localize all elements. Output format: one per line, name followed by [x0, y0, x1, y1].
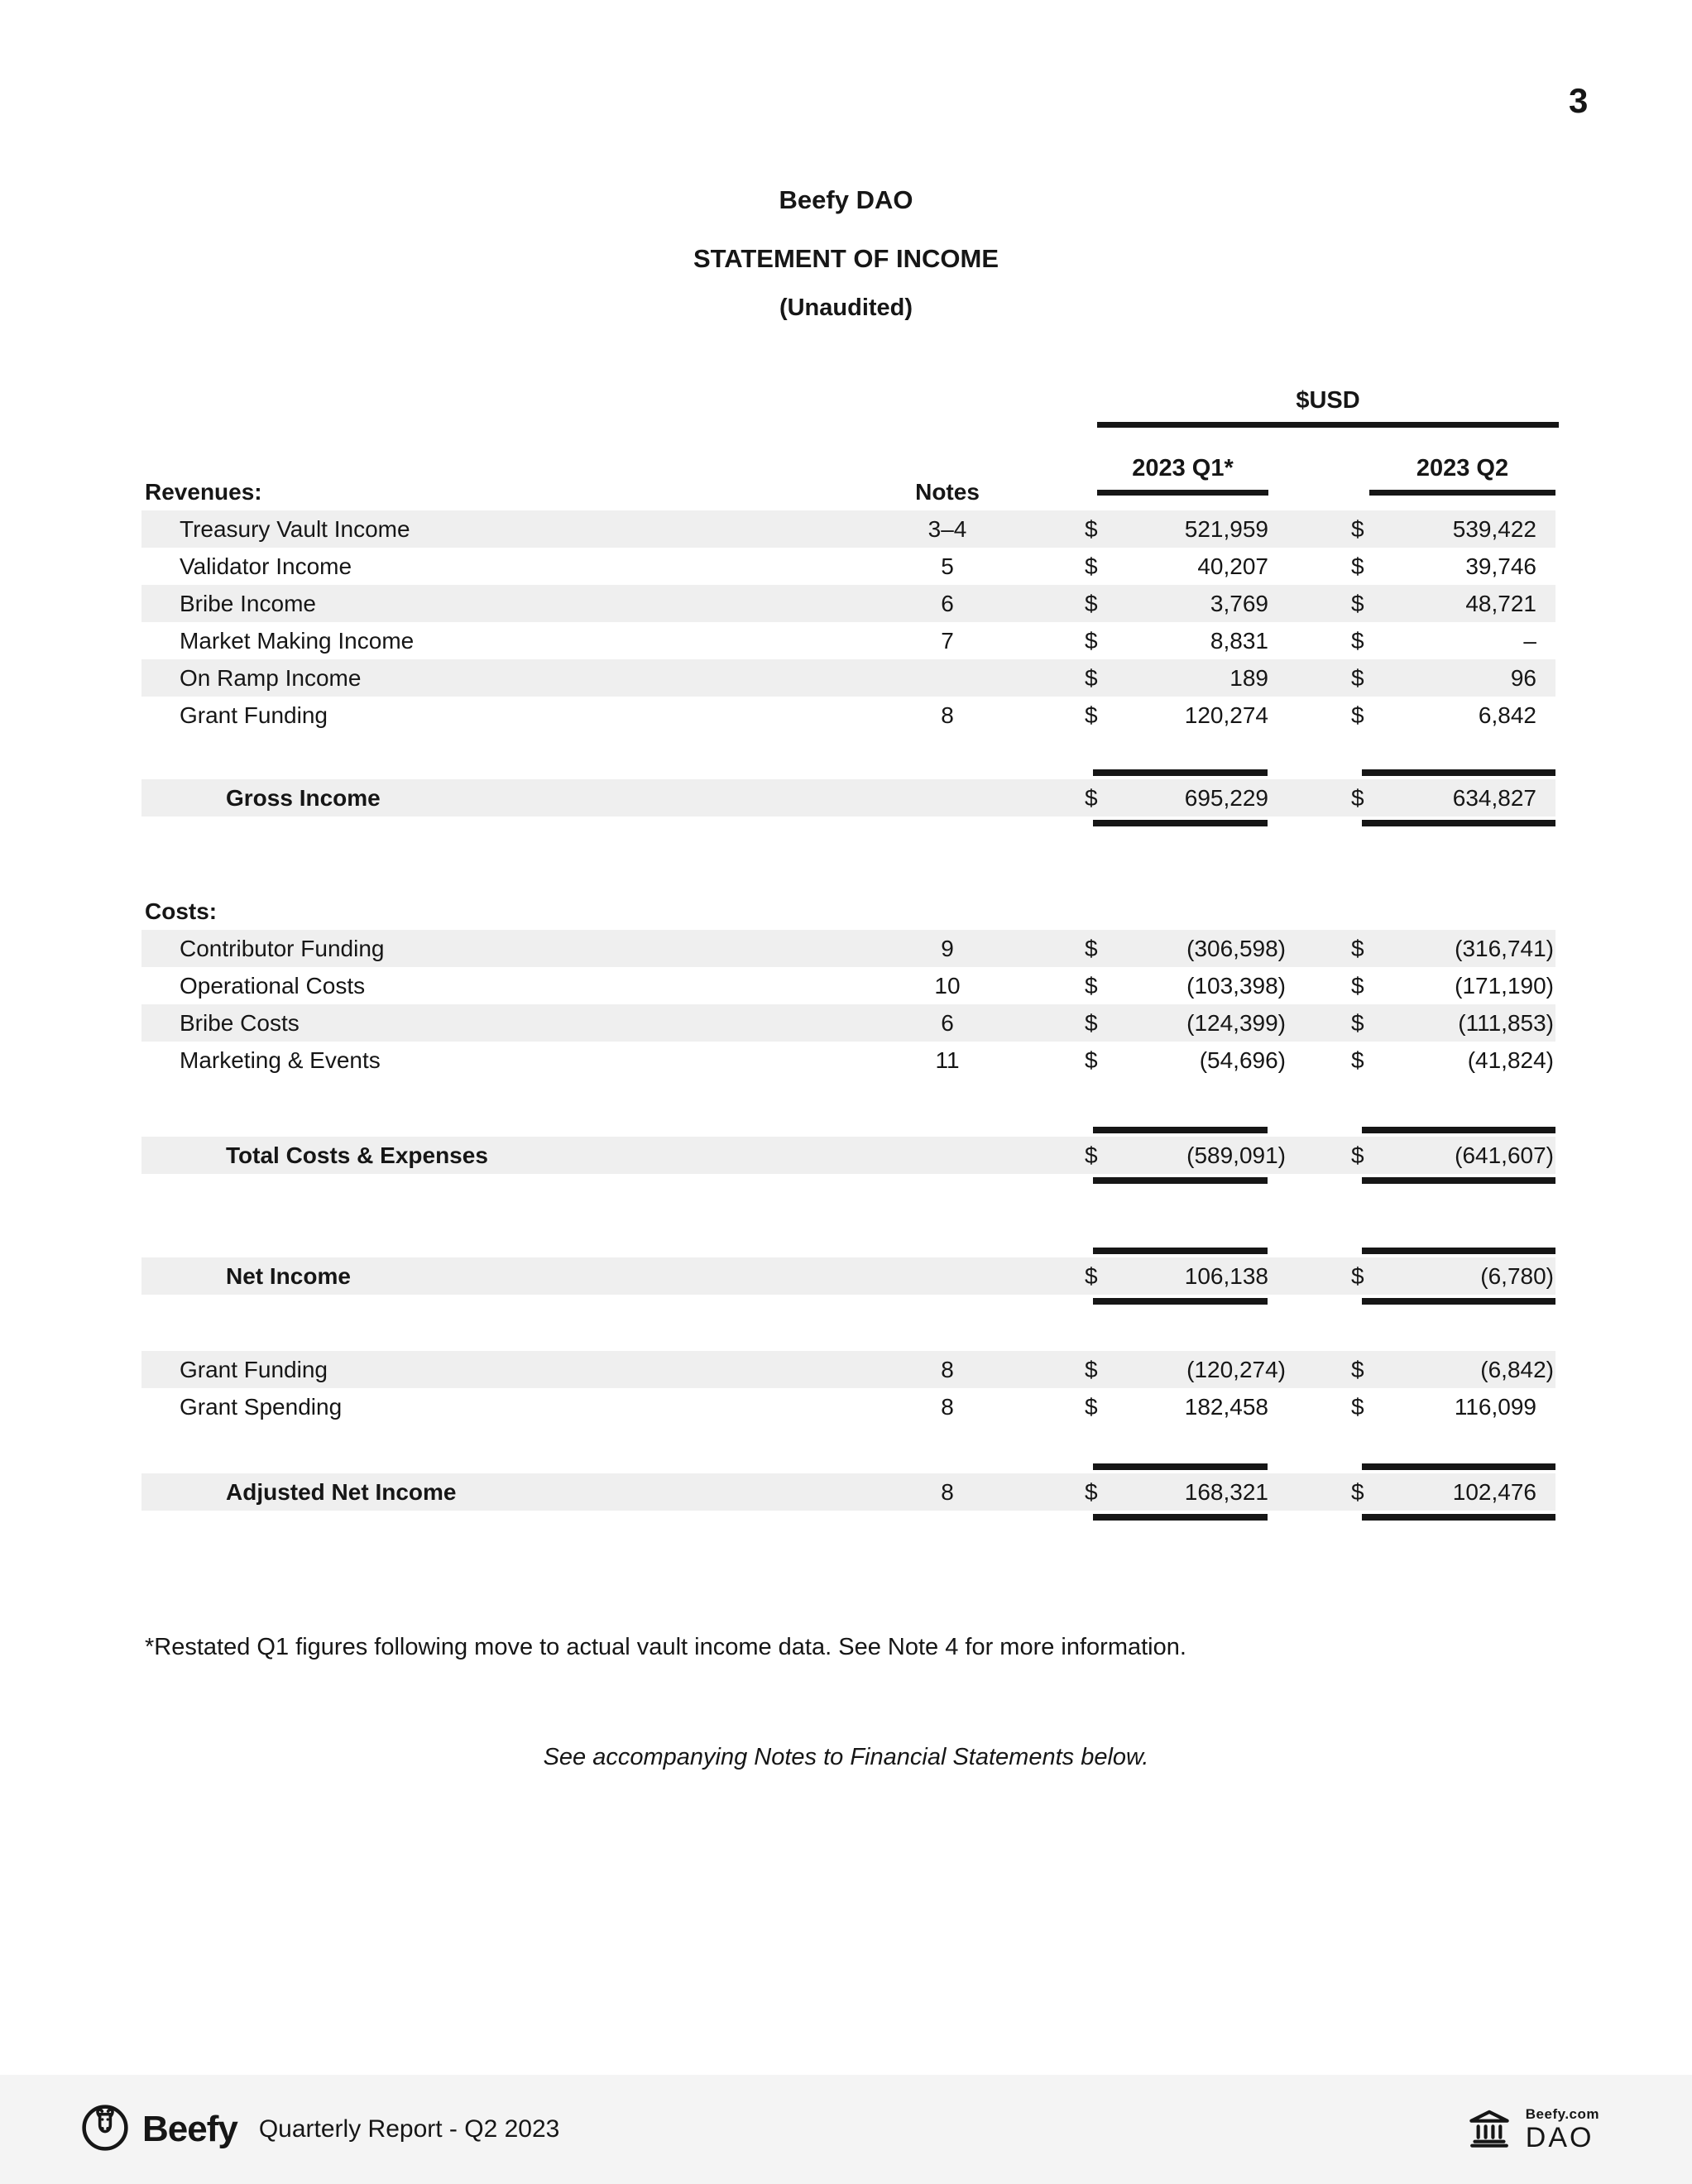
row-label: Marketing & Events	[180, 1046, 381, 1073]
currency-symbol: $	[1351, 784, 1364, 811]
currency-symbol: $	[1351, 1478, 1364, 1505]
total-rule-top-q2	[1362, 1127, 1555, 1133]
currency-symbol: $	[1085, 784, 1098, 811]
q2-amount: 116,099	[1454, 1393, 1536, 1420]
q2-amount-cell	[1351, 1009, 1554, 1037]
gross-income-row	[141, 779, 1555, 817]
currency-symbol: $	[1085, 515, 1098, 542]
footer-dao-logo-group	[1464, 2105, 1599, 2155]
q2-amount-cell	[1351, 1479, 1536, 1506]
total-costs-row	[141, 1137, 1555, 1174]
revenues-header-row	[141, 473, 1555, 510]
total-rule-top-q1	[1093, 1248, 1268, 1254]
q1-amount-cell	[1085, 628, 1268, 654]
q2-amount: 96	[1510, 664, 1536, 691]
table-row	[141, 967, 1555, 1004]
row-label: Grant Spending	[180, 1393, 343, 1420]
currency-symbol: $	[1351, 1393, 1364, 1420]
currency-symbol: $	[1085, 1262, 1098, 1289]
row-label: Treasury Vault Income	[180, 515, 410, 542]
total-rule-top-q1	[1093, 769, 1268, 776]
currency-symbol: $	[1351, 1046, 1364, 1073]
page-footer	[0, 2075, 1692, 2184]
dao-logo-domain: Beefy.com	[1525, 2106, 1599, 2122]
q2-amount-cell	[1351, 628, 1536, 654]
row-label: Validator Income	[180, 553, 352, 579]
bank-icon	[1464, 2105, 1514, 2155]
row-label: Contributor Funding	[180, 935, 385, 961]
column-header-q2: 2023 Q2	[1369, 455, 1555, 496]
currency-symbol: $	[1085, 1393, 1098, 1420]
q1-amount-cell	[1085, 1356, 1286, 1383]
q2-amount: (641,607)	[1455, 1142, 1554, 1168]
currency-symbol: $	[1085, 1046, 1098, 1073]
currency-symbol: $	[1351, 935, 1364, 961]
q2-amount-cell	[1351, 591, 1536, 617]
row-label: Grant Funding	[180, 702, 328, 728]
footer-brand-name: Beefy	[142, 2109, 237, 2149]
currency-symbol: $	[1351, 553, 1364, 579]
q1-amount-cell	[1085, 553, 1268, 580]
total-rule-top-q1	[1093, 1127, 1268, 1133]
currency-symbol: $	[1351, 515, 1364, 542]
q2-amount: (41,824)	[1467, 1046, 1554, 1073]
q2-amount: –	[1523, 627, 1536, 654]
currency-symbol: $	[1085, 702, 1098, 728]
table-row	[141, 585, 1555, 622]
currency-symbol: $	[1085, 627, 1098, 654]
currency-symbol: $	[1085, 972, 1098, 999]
total-rule-top-q2	[1362, 1248, 1555, 1254]
currency-group-header: $USD	[1097, 387, 1559, 428]
section-label-revenues: Revenues:	[145, 478, 262, 505]
cow-logo-icon	[81, 2104, 129, 2156]
note-value: 8	[941, 1393, 954, 1420]
q2-amount-cell	[1351, 935, 1554, 962]
q1-amount-cell	[1085, 591, 1268, 617]
q1-amount: (54,696)	[1199, 1046, 1286, 1073]
currency-symbol: $	[1351, 1356, 1364, 1382]
note-value: 3–4	[927, 515, 967, 542]
total-rule-bottom-q2	[1362, 1514, 1555, 1521]
table-row	[141, 930, 1555, 967]
q1-amount: 120,274	[1184, 702, 1268, 728]
note-value: 5	[941, 553, 954, 579]
table-row	[141, 697, 1555, 734]
q1-amount-cell	[1085, 785, 1268, 812]
q1-amount: 8,831	[1210, 627, 1268, 654]
table-row	[141, 1042, 1555, 1079]
q2-amount: 102,476	[1452, 1478, 1536, 1505]
net-income-row	[141, 1257, 1555, 1295]
q2-amount-cell	[1351, 702, 1536, 729]
q2-amount-cell	[1351, 972, 1554, 999]
row-label: On Ramp Income	[180, 664, 362, 691]
q2-amount-cell	[1351, 553, 1536, 580]
currency-symbol: $	[1085, 1478, 1098, 1505]
q2-amount: (316,741)	[1455, 935, 1554, 961]
currency-symbol: $	[1351, 1142, 1364, 1168]
q2-amount: 539,422	[1452, 515, 1536, 542]
q2-amount-cell	[1351, 1046, 1554, 1074]
total-rule-bottom-q2	[1362, 1298, 1555, 1305]
currency-symbol: $	[1351, 1262, 1364, 1289]
q1-amount-cell	[1085, 1009, 1286, 1037]
income-statement-table	[141, 473, 1555, 1511]
dao-logo-text	[1526, 2107, 1599, 2152]
total-rule-top-q1	[1093, 1463, 1268, 1470]
currency-symbol: $	[1351, 702, 1364, 728]
currency-symbol: $	[1351, 1009, 1364, 1036]
q2-amount: 39,746	[1465, 553, 1536, 579]
total-rule-bottom-q1	[1093, 820, 1268, 826]
q2-amount-cell	[1351, 785, 1536, 812]
column-header-q1: 2023 Q1*	[1097, 455, 1268, 496]
section-label-costs: Costs:	[145, 898, 218, 924]
row-label: Adjusted Net Income	[226, 1478, 457, 1505]
q1-amount-cell	[1085, 1263, 1268, 1290]
note-value: 8	[941, 702, 954, 728]
q1-amount-cell	[1085, 1142, 1286, 1169]
q1-amount: 189	[1229, 664, 1268, 691]
q2-amount: 6,842	[1478, 702, 1536, 728]
row-label: Net Income	[226, 1262, 351, 1289]
note-value: 6	[941, 1009, 954, 1036]
note-value: 7	[941, 627, 954, 654]
note-value: 8	[941, 1356, 954, 1382]
table-row	[141, 548, 1555, 585]
q2-amount: 48,721	[1465, 590, 1536, 616]
currency-symbol: $	[1085, 1009, 1098, 1036]
q2-amount-cell	[1351, 665, 1536, 692]
note-value: 6	[941, 590, 954, 616]
row-label: Bribe Income	[180, 590, 316, 616]
currency-symbol: $	[1085, 590, 1098, 616]
row-label: Bribe Costs	[180, 1009, 300, 1036]
table-row	[141, 1351, 1555, 1388]
table-row	[141, 510, 1555, 548]
currency-symbol: $	[1351, 664, 1364, 691]
q2-amount-cell	[1351, 1142, 1554, 1169]
q1-amount-cell	[1085, 1394, 1268, 1420]
q1-amount: 3,769	[1210, 590, 1268, 616]
org-title: Beefy DAO	[779, 185, 913, 214]
q1-amount: (124,399)	[1186, 1009, 1286, 1036]
q1-amount: 695,229	[1184, 784, 1268, 811]
q1-amount: 106,138	[1184, 1262, 1268, 1289]
row-label: Gross Income	[226, 784, 381, 811]
currency-symbol: $	[1085, 935, 1098, 961]
q1-amount-cell	[1085, 972, 1286, 999]
currency-symbol: $	[1085, 1142, 1098, 1168]
total-rule-bottom-q1	[1093, 1298, 1268, 1305]
total-rule-bottom-q1	[1093, 1514, 1268, 1521]
table-row	[141, 1388, 1555, 1425]
footer-report-title: Quarterly Report - Q2 2023	[258, 2115, 560, 2143]
row-label: Market Making Income	[180, 627, 415, 654]
q2-amount: (6,842)	[1480, 1356, 1554, 1382]
q1-amount: 182,458	[1184, 1393, 1268, 1420]
total-rule-top-q2	[1362, 769, 1555, 776]
table-row	[141, 659, 1555, 697]
total-rule-bottom-q2	[1362, 820, 1555, 826]
restated-footnote: *Restated Q1 figures following move to actual vault income data. See Note 4 for more information.	[145, 1634, 1186, 1660]
currency-symbol: $	[1351, 590, 1364, 616]
note-value: 11	[935, 1046, 960, 1073]
row-label: Operational Costs	[180, 972, 366, 999]
footer-brand-group	[81, 2104, 559, 2156]
total-rule-top-q2	[1362, 1463, 1555, 1470]
notes-column-header: Notes	[915, 478, 980, 505]
q1-amount-cell	[1085, 702, 1268, 729]
q2-amount-cell	[1351, 516, 1536, 543]
q1-amount-cell	[1085, 516, 1268, 543]
q2-amount-cell	[1351, 1394, 1536, 1420]
q1-amount-cell	[1085, 665, 1268, 692]
currency-symbol: $	[1085, 553, 1098, 579]
q2-amount-cell	[1351, 1262, 1554, 1290]
q2-amount-cell	[1351, 1356, 1554, 1383]
total-rule-bottom-q2	[1362, 1177, 1555, 1184]
note-value: 10	[934, 972, 961, 999]
q2-amount: 634,827	[1452, 784, 1536, 811]
q1-amount: 40,207	[1197, 553, 1268, 579]
q1-amount: (306,598)	[1186, 935, 1286, 961]
page-number: 3	[1569, 81, 1589, 120]
currency-symbol: $	[1351, 627, 1364, 654]
currency-symbol: $	[1085, 664, 1098, 691]
q1-amount: (589,091)	[1186, 1142, 1286, 1168]
statement-title: STATEMENT OF INCOME	[693, 244, 999, 273]
adjusted-net-income-row	[141, 1473, 1555, 1511]
table-row	[141, 622, 1555, 659]
costs-header-row	[141, 893, 1555, 930]
q1-amount: 168,321	[1184, 1478, 1268, 1505]
notes-reference: See accompanying Notes to Financial Statements below.	[543, 1744, 1149, 1770]
row-label: Total Costs & Expenses	[226, 1142, 488, 1168]
q1-amount: (103,398)	[1186, 972, 1286, 999]
currency-symbol: $	[1351, 972, 1364, 999]
total-rule-bottom-q1	[1093, 1177, 1268, 1184]
q2-amount: (171,190)	[1455, 972, 1554, 999]
q1-amount: 521,959	[1184, 515, 1268, 542]
q1-amount: (120,274)	[1186, 1356, 1286, 1382]
dao-logo-label: DAO	[1525, 2122, 1594, 2153]
q2-amount: (111,853)	[1458, 1009, 1554, 1036]
q1-amount-cell	[1085, 935, 1286, 962]
note-value: 8	[941, 1478, 954, 1505]
table-row	[141, 1004, 1555, 1042]
q2-amount: (6,780)	[1480, 1262, 1554, 1289]
row-label: Grant Funding	[180, 1356, 328, 1382]
currency-symbol: $	[1085, 1356, 1098, 1382]
q1-amount-cell	[1085, 1479, 1268, 1506]
statement-subtitle: (Unaudited)	[779, 295, 913, 321]
q1-amount-cell	[1085, 1046, 1286, 1074]
note-value: 9	[941, 935, 954, 961]
